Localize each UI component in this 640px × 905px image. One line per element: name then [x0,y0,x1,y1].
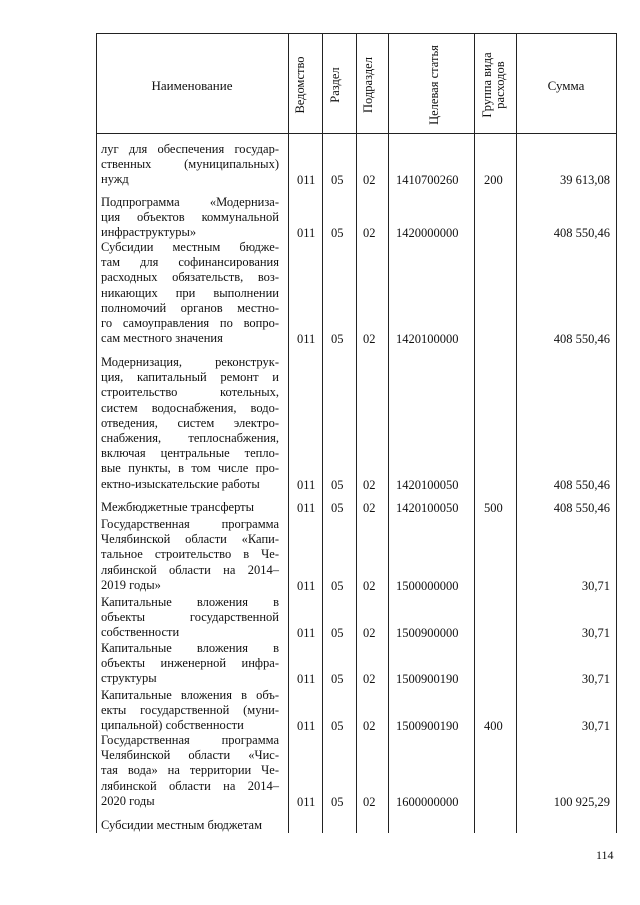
cell-article: 1420000000 [396,226,459,241]
cell-sub: 02 [363,226,376,241]
row-name-line: строительство котельных, [101,385,279,400]
cell-group: 200 [484,173,503,188]
row-name-line: структуры [101,671,157,686]
cell-amount: 100 925,29 [553,794,610,809]
table-column-border [516,33,517,833]
row-name-line: Капитальные вложения в объ- [101,688,279,702]
row-name-line: тальное строительство в Че- [101,547,279,562]
row-name-line: Капитальные вложения в [101,595,279,609]
row-name-line: лябинской области на 2014– [101,562,279,577]
cell-article: 1420100050 [396,477,459,492]
row-name-line: ция объектов коммунальной [101,210,279,225]
cell-amount: 30,71 [581,578,610,593]
cell-article: 1410700260 [396,173,459,188]
row-name-line: снабжения, теплоснабжения, [101,431,279,446]
row-name-line: вые пункты, в том числе про- [101,461,279,476]
row-name [101,355,279,492]
cell-sec: 05 [331,226,344,241]
table-top-border [96,33,617,34]
page-number: 114 [596,848,614,862]
row-name-line: екты государственной (муни- [101,703,279,718]
cell-group: 500 [484,501,503,515]
row-name [101,641,279,687]
row-name [101,240,279,346]
table-column-border [616,33,617,833]
cell-amount: 30,71 [581,626,610,641]
row-name-line: Капитальные вложения в [101,641,279,655]
cell-dept: 011 [297,501,316,515]
row-name-line: расходных обязательств, воз- [101,270,279,285]
cell-dept: 011 [297,578,316,593]
cell-amount: 408 550,46 [553,501,610,515]
row-name-line: го самоуправления по вопро- [101,316,279,331]
header-subsection: Подраздел [361,57,375,113]
row-name-line: 2020 годы [101,793,155,808]
table-column-border [322,33,323,833]
table-column-border [388,33,389,833]
cell-sec: 05 [331,477,344,492]
row-name-line: Челябинской области «Чис- [101,748,279,763]
cell-article: 1420100000 [396,332,459,347]
row-name-line: 2019 годы» [101,577,161,592]
cell-sub: 02 [363,501,376,515]
row-name [101,818,279,833]
cell-dept: 011 [297,226,316,241]
cell-dept: 011 [297,173,316,188]
cell-amount: 408 550,46 [553,332,610,347]
cell-dept: 011 [297,719,316,734]
cell-dept: 011 [297,672,316,687]
row-name-line: ственных (муниципальных) [101,157,279,172]
row-name-line: Субсидии местным бюджетам [101,818,262,832]
row-name [101,142,279,188]
table-column-border [474,33,475,833]
row-name-line: лябинской области на 2014– [101,778,279,793]
cell-sub: 02 [363,672,376,687]
cell-article: 1500900190 [396,672,459,687]
row-name-line: никающих при выполнении [101,285,279,300]
cell-sub: 02 [363,173,376,188]
row-name-line: полномочий органов местно- [101,300,279,315]
header-target-article: Целевая статья [427,45,441,125]
row-name [101,517,279,593]
row-name-line: ектно-изыскательские работы [101,476,260,491]
cell-amount: 408 550,46 [553,477,610,492]
row-name-line: Челябинской области «Капи- [101,532,279,547]
table-column-border [288,33,289,833]
cell-sub: 02 [363,332,376,347]
row-name-line: тая вода» на территории Че- [101,763,279,778]
row-name-line: Подпрограмма «Модерниза- [101,195,279,209]
cell-dept: 011 [297,626,316,641]
cell-sec: 05 [331,672,344,687]
cell-sec: 05 [331,794,344,809]
row-name-line: нужд [101,172,129,187]
cell-sub: 02 [363,477,376,492]
row-name [101,500,279,515]
row-name-line: отведения, систем электро- [101,415,279,430]
table-column-border [96,33,97,833]
cell-sec: 05 [331,578,344,593]
cell-amount: 30,71 [581,672,610,687]
row-name-line: Модернизация, реконструк- [101,355,279,369]
table-header-border [96,133,617,134]
row-name-line: инфраструктуры» [101,225,197,240]
cell-sub: 02 [363,719,376,734]
cell-sec: 05 [331,173,344,188]
cell-dept: 011 [297,477,316,492]
row-name-line: объекты государственной [101,610,279,625]
cell-group: 400 [484,719,503,734]
cell-sec: 05 [331,719,344,734]
row-name-line: включая центральные тепло- [101,446,279,461]
row-name-line: там для софинансирования [101,255,279,270]
row-name-line: Государственная программа [101,733,279,747]
header-name: Наименование [151,78,233,93]
cell-sec: 05 [331,626,344,641]
cell-sub: 02 [363,626,376,641]
header-department: Ведомство [293,56,307,114]
row-name-line: объекты инженерной инфра- [101,656,279,671]
cell-article: 1500900190 [396,719,459,734]
row-name-line: собственности [101,625,180,640]
row-name [101,195,279,241]
table-column-border [356,33,357,833]
header-amount: Сумма [547,78,585,93]
cell-sub: 02 [363,794,376,809]
cell-article: 1600000000 [396,794,459,809]
cell-article: 1500000000 [396,578,459,593]
cell-amount: 30,71 [581,719,610,734]
row-name-line: Государственная программа [101,517,279,531]
row-name [101,688,279,734]
cell-amount: 408 550,46 [553,226,610,241]
row-name-line: ция, капитальный ремонт и [101,370,279,385]
row-name-line: Субсидии местным бюдже- [101,240,279,254]
row-name-line: Межбюджетные трансферты [101,500,255,514]
row-name-line: ципальной) собственности [101,718,244,733]
header-expense-group: Группа вида расходов [480,52,507,118]
cell-sec: 05 [331,501,344,515]
cell-sub: 02 [363,578,376,593]
row-name [101,595,279,641]
cell-amount: 39 613,08 [560,173,610,188]
cell-article: 1500900000 [396,626,459,641]
row-name-line: сам местного значения [101,331,223,346]
row-name [101,733,279,809]
cell-sec: 05 [331,332,344,347]
row-name-line: луг для обеспечения государ- [101,142,279,156]
cell-dept: 011 [297,794,316,809]
cell-dept: 011 [297,332,316,347]
row-name-line: систем водоснабжения, водо- [101,400,279,415]
cell-article: 1420100050 [396,501,459,515]
header-section: Раздел [328,67,342,103]
